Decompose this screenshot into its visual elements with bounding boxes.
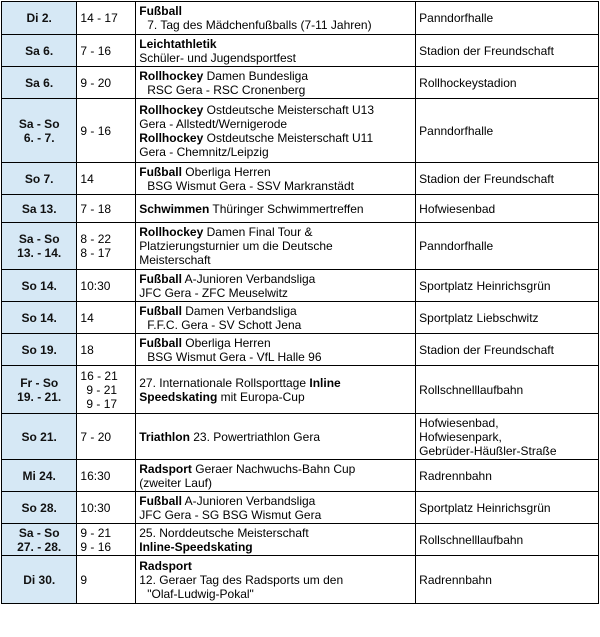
time-cell xyxy=(77,414,136,460)
cell-line: 16 - 21 xyxy=(80,368,118,383)
event-text: 23. Powertriathlon Gera xyxy=(189,429,320,444)
event-sport: Rollhockey xyxy=(139,68,204,83)
event-sport: Rollhockey xyxy=(139,102,204,117)
event-line xyxy=(139,336,412,350)
date-cell xyxy=(2,556,77,604)
event-text: Platzierungsturnier um die Deutsche xyxy=(139,239,333,253)
cell-line: 9 - 20 xyxy=(80,75,112,90)
cell-line: 9 - 16 xyxy=(80,123,112,138)
event-cell xyxy=(136,492,416,524)
date-cell xyxy=(2,2,77,35)
event-sport: Rollhockey xyxy=(139,130,204,145)
event-sport: Fußball xyxy=(139,303,182,318)
event-line xyxy=(139,494,412,508)
event-line xyxy=(139,225,412,239)
event-cell xyxy=(136,163,416,195)
event-text: BSG Wismut Gera - SSV Markranstädt xyxy=(147,178,354,193)
event-line xyxy=(139,253,412,267)
time-cell xyxy=(77,492,136,524)
time-cell xyxy=(77,366,136,414)
table-row xyxy=(2,223,599,270)
event-line xyxy=(139,202,412,216)
event-text: Damen Final Tour & xyxy=(203,225,313,239)
event-line xyxy=(139,350,412,364)
event-line xyxy=(139,37,412,51)
event-text: 12. Geraer Tag des Radsports um den xyxy=(139,572,344,587)
event-text: F.F.C. Gera - SV Schott Jena xyxy=(147,317,302,332)
event-sport: Fußball xyxy=(139,164,182,179)
venue-cell xyxy=(416,270,599,302)
event-line xyxy=(139,131,412,145)
date-cell xyxy=(2,302,77,334)
cell-line: 18 xyxy=(80,342,94,357)
time-cell xyxy=(77,195,136,223)
cell-line: Sa - So xyxy=(18,232,60,246)
cell-line: Hofwiesenbad xyxy=(419,201,496,216)
event-line xyxy=(139,526,412,540)
event-cell xyxy=(136,334,416,366)
date-cell xyxy=(2,460,77,492)
cell-line: 9 xyxy=(80,572,88,587)
time-cell xyxy=(77,460,136,492)
time-cell xyxy=(77,302,136,334)
cell-line: 14 xyxy=(80,171,94,186)
time-cell xyxy=(77,223,136,270)
cell-line: 6. - 7. xyxy=(23,130,55,145)
cell-line: So 14. xyxy=(21,278,57,293)
table-row xyxy=(2,2,599,35)
event-line xyxy=(139,18,412,32)
time-cell xyxy=(77,524,136,556)
cell-line: 14 - 17 xyxy=(80,11,118,25)
venue-cell xyxy=(416,35,599,67)
date-cell xyxy=(2,223,77,270)
cell-line: 8 - 22 xyxy=(80,232,112,246)
event-text: "Olaf-Ludwig-Pokal" xyxy=(147,586,254,601)
cell-line: Rollhockeystadion xyxy=(419,75,517,90)
cell-line: Hofwiesenpark, xyxy=(419,429,502,444)
event-sport: Radsport xyxy=(139,558,192,573)
cell-line: Rollschnelllaufbahn xyxy=(419,382,524,397)
time-cell xyxy=(77,334,136,366)
event-sport: Inline-Speedskating xyxy=(139,539,253,554)
time-cell xyxy=(77,67,136,99)
event-text: RSC Gera - RSC Cronenberg xyxy=(147,82,306,97)
cell-line: 13. - 14. xyxy=(17,246,62,260)
event-cell xyxy=(136,35,416,67)
cell-line: Stadion der Freundschaft xyxy=(419,171,554,186)
cell-line: 19. - 21. xyxy=(17,389,62,404)
cell-line: So 7. xyxy=(24,171,54,186)
event-line xyxy=(139,83,412,97)
event-line xyxy=(139,573,412,587)
date-cell xyxy=(2,492,77,524)
cell-line: Panndorfhalle xyxy=(419,11,494,25)
event-text: A-Junioren Verbandsliga xyxy=(181,493,316,508)
date-cell xyxy=(2,524,77,556)
cell-line: Di 30. xyxy=(23,572,56,587)
venue-cell xyxy=(416,414,599,460)
table-row xyxy=(2,270,599,302)
date-cell xyxy=(2,334,77,366)
cell-line: 7 - 16 xyxy=(80,43,112,58)
cell-line: Di 2. xyxy=(26,11,52,25)
cell-line: Radrennbahn xyxy=(419,468,492,483)
cell-line: So 19. xyxy=(21,342,57,357)
venue-cell xyxy=(416,334,599,366)
cell-line: So 14. xyxy=(21,310,57,325)
venue-cell xyxy=(416,366,599,414)
event-line xyxy=(139,430,412,444)
event-text: 25. Norddeutsche Meisterschaft xyxy=(139,525,309,540)
table-row xyxy=(2,460,599,492)
event-text: Ostdeutsche Meisterschaft U11 xyxy=(203,130,374,145)
table-row xyxy=(2,163,599,195)
event-cell xyxy=(136,414,416,460)
event-cell xyxy=(136,460,416,492)
cell-line: 8 - 17 xyxy=(80,246,112,260)
event-sport: Rollhockey xyxy=(139,225,204,239)
date-cell xyxy=(2,270,77,302)
cell-line: So 28. xyxy=(21,500,57,515)
date-cell xyxy=(2,99,77,163)
venue-cell xyxy=(416,302,599,334)
event-text: Gera - Chemnitz/Leipzig xyxy=(139,144,269,159)
table-row xyxy=(2,334,599,366)
event-text: A-Junioren Verbandsliga xyxy=(181,271,316,286)
time-cell xyxy=(77,163,136,195)
event-line xyxy=(139,559,412,573)
venue-cell xyxy=(416,195,599,223)
cell-line: Mi 24. xyxy=(22,468,56,483)
time-cell xyxy=(77,270,136,302)
event-line xyxy=(139,4,412,18)
venue-cell xyxy=(416,163,599,195)
event-text: Thüringer Schwimmertreffen xyxy=(209,201,364,216)
event-line xyxy=(139,462,412,476)
table-row xyxy=(2,414,599,460)
event-text: Damen Bundesliga xyxy=(203,68,309,83)
event-sport: Leichtathletik xyxy=(139,36,217,51)
event-text: Ostdeutsche Meisterschaft U13 xyxy=(203,102,375,117)
event-line xyxy=(139,179,412,193)
event-line xyxy=(139,51,412,65)
table-row xyxy=(2,99,599,163)
event-line xyxy=(139,69,412,83)
table-row xyxy=(2,35,599,67)
event-text: Geraer Nachwuchs-Bahn Cup xyxy=(191,461,356,476)
cell-line: Sportplatz Heinrichsgrün xyxy=(419,500,551,515)
cell-line: 7 - 18 xyxy=(80,201,112,216)
cell-line: 16:30 xyxy=(80,468,111,483)
date-cell xyxy=(2,414,77,460)
event-cell xyxy=(136,223,416,270)
event-text: BSG Wismut Gera - VfL Halle 96 xyxy=(147,349,322,364)
cell-line: Stadion der Freundschaft xyxy=(419,43,554,58)
venue-cell xyxy=(416,67,599,99)
event-line xyxy=(139,103,412,117)
event-line xyxy=(139,165,412,179)
event-text: Meisterschaft xyxy=(139,253,211,267)
event-line xyxy=(139,145,412,159)
cell-line: Stadion der Freundschaft xyxy=(419,342,554,357)
date-cell xyxy=(2,366,77,414)
cell-line: 9 - 17 xyxy=(86,396,118,411)
cell-line: Radrennbahn xyxy=(419,572,492,587)
cell-line: Panndorfhalle xyxy=(419,123,494,138)
table-row xyxy=(2,524,599,556)
time-cell xyxy=(77,556,136,604)
cell-line: Sa 6. xyxy=(25,43,54,58)
time-cell xyxy=(77,35,136,67)
event-line xyxy=(139,239,412,253)
table-row xyxy=(2,67,599,99)
cell-line: 9 - 16 xyxy=(80,539,112,554)
event-line xyxy=(139,540,412,554)
event-text: Schüler- und Jugendsportfest xyxy=(139,50,297,65)
event-line xyxy=(139,587,412,601)
date-cell xyxy=(2,67,77,99)
event-sport: Radsport xyxy=(139,461,192,476)
event-sport: Fußball xyxy=(139,4,182,18)
event-sport: Triathlon xyxy=(139,429,190,444)
event-text: Oberliga Herren xyxy=(181,335,271,350)
event-sport: Fußball xyxy=(139,493,182,508)
table-row xyxy=(2,556,599,604)
table-row xyxy=(2,302,599,334)
cell-line: Hofwiesenbad, xyxy=(419,415,499,430)
table-row xyxy=(2,366,599,414)
event-line xyxy=(139,318,412,332)
table-row xyxy=(2,195,599,223)
cell-line: Sportplatz Heinrichsgrün xyxy=(419,278,551,293)
time-cell xyxy=(77,99,136,163)
event-cell xyxy=(136,2,416,35)
event-line xyxy=(139,390,412,404)
cell-line: Sportplatz Liebschwitz xyxy=(419,310,539,325)
cell-line: Sa 6. xyxy=(25,75,54,90)
event-text: 7. Tag des Mädchenfußballs (7-11 Jahren) xyxy=(147,18,372,32)
venue-cell xyxy=(416,492,599,524)
cell-line: 14 xyxy=(80,310,94,325)
schedule-body xyxy=(2,2,599,604)
event-text: Gera - Allstedt/Wernigerode xyxy=(139,116,288,131)
cell-line: 9 - 21 xyxy=(80,525,112,540)
date-cell xyxy=(2,163,77,195)
cell-line: So 21. xyxy=(21,429,57,444)
venue-cell xyxy=(416,556,599,604)
date-cell xyxy=(2,35,77,67)
cell-line: 9 - 21 xyxy=(86,382,118,397)
venue-cell xyxy=(416,524,599,556)
event-text: 27. Internationale Rollsporttage xyxy=(139,375,310,390)
event-cell xyxy=(136,302,416,334)
event-schedule-table xyxy=(1,1,599,604)
event-cell xyxy=(136,556,416,604)
event-line xyxy=(139,304,412,318)
cell-line: 7 - 20 xyxy=(80,429,112,444)
event-line xyxy=(139,376,412,390)
event-sport: Fußball xyxy=(139,271,182,286)
event-line xyxy=(139,272,412,286)
event-cell xyxy=(136,99,416,163)
event-cell xyxy=(136,366,416,414)
event-line xyxy=(139,508,412,522)
event-text: Oberliga Herren xyxy=(181,164,271,179)
cell-line: Rollschnelllaufbahn xyxy=(419,532,524,547)
event-line xyxy=(139,286,412,300)
event-sport: Fußball xyxy=(139,335,182,350)
cell-line: 10:30 xyxy=(80,500,111,515)
event-sport: Speedskating xyxy=(139,389,218,404)
cell-line: Gebrüder-Häußler-Straße xyxy=(419,443,557,458)
event-text: (zweiter Lauf) xyxy=(139,475,212,490)
event-sport: Schwimmen xyxy=(139,201,210,216)
event-sport: Inline xyxy=(309,375,341,390)
cell-line: Sa - So xyxy=(18,116,60,131)
event-cell xyxy=(136,195,416,223)
table-row xyxy=(2,492,599,524)
time-cell xyxy=(77,2,136,35)
cell-line: Panndorfhalle xyxy=(419,239,494,253)
venue-cell xyxy=(416,2,599,35)
event-cell xyxy=(136,270,416,302)
event-text: JFC Gera - SG BSG Wismut Gera xyxy=(139,507,322,522)
event-text: mit Europa-Cup xyxy=(217,389,305,404)
event-cell xyxy=(136,524,416,556)
event-line xyxy=(139,476,412,490)
cell-line: Sa - So xyxy=(18,525,60,540)
event-cell xyxy=(136,67,416,99)
event-line xyxy=(139,117,412,131)
venue-cell xyxy=(416,99,599,163)
cell-line: 10:30 xyxy=(80,278,111,293)
venue-cell xyxy=(416,460,599,492)
event-text: Damen Verbandsliga xyxy=(181,303,297,318)
date-cell xyxy=(2,195,77,223)
cell-line: 27. - 28. xyxy=(17,539,62,554)
venue-cell xyxy=(416,223,599,270)
cell-line: Fr - So xyxy=(20,375,59,390)
cell-line: Sa 13. xyxy=(21,201,57,216)
event-text: JFC Gera - ZFC Meuselwitz xyxy=(139,285,288,300)
